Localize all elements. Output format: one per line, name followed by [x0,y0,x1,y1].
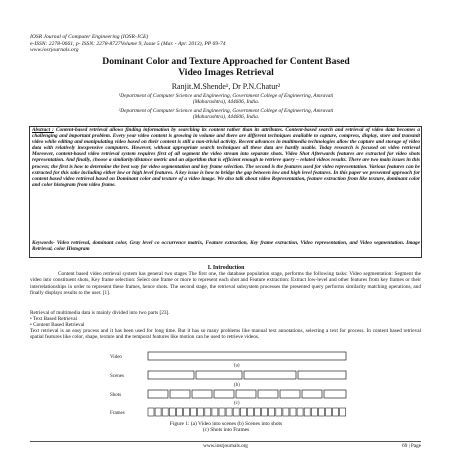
scene-box [298,371,346,379]
frame-box [226,408,232,416]
frame-box [333,408,339,416]
shot-box [302,390,322,398]
footer-site[interactable]: www.iosrjournals.org [203,443,248,449]
frame-box [318,408,324,416]
shot-box [170,390,190,398]
frame-box [240,408,246,416]
frame-box [247,408,253,416]
figure-label-video: Video [110,355,122,360]
frame-box [198,408,204,416]
frame-box [326,408,332,416]
journal-header [30,34,226,54]
section-heading-introduction: I. Introduction [207,265,245,271]
frame-box [340,408,346,416]
figure-mark-c: (c) [234,401,240,406]
scene-box [244,371,296,379]
shot-box [324,390,346,398]
frames-row [148,408,346,416]
frame-box [283,408,289,416]
video-bar [148,352,346,360]
affiliation-2-line-1: ²Department of Computer Science and Engineering, Government College of Engineering, Amravati [118,108,334,114]
frame-box [162,408,168,416]
bullet-content-based: • Content Based Retrieval [30,322,85,328]
figure-mark-a: (a) [234,363,240,369]
intro-paragraph-1 [30,271,421,296]
journal-site[interactable]: www.iosrjournals.org [30,47,79,54]
affiliation-1-line-2: (Maharashtra), 444606, India. [192,99,260,106]
journal-name: IOSR Journal of Computer Engineering (IOSR-JCE) [30,34,149,40]
journal-issn: e-ISSN: 2278-0661, p- ISSN: 2278-8727Volume 9, Issue 5 (Mar. - Apr. 2013), PP 69-74 [30,40,226,47]
frame-box [262,408,268,416]
shot-box [280,390,300,398]
frame-box [219,408,225,416]
figure-label-scenes: Scenes [110,374,124,379]
frame-box [205,408,211,416]
shot-box [192,390,212,398]
intro-paragraph-1-text: Content based video retrieval system has general two stages The first one, the database population stage, performs the following tasks: Video segmentation: Segment the video into constituent shots, Key frame selection: Select one frame or more to represent each shot and Feature extraction: Extract low-level and other features from key frames or their interrelationships in order to represent these frames, hence shots. The second stage, the retrieval subsystem processes the presented query performs similarity matching operations, and finally displays results to the user. [1]. [30,271,421,296]
affiliation-2 [0,108,452,121]
frame-box [169,408,175,416]
shot-box [258,390,278,398]
shot-box [214,390,234,398]
frame-box [255,408,261,416]
affiliation-2-line-2: (Maharashtra), 444606, India. [192,114,260,121]
shots-row [148,390,346,398]
authors: Ranjit.M.Shende¹, Dr P.N.Chatur² [171,82,281,91]
frame-box [212,408,218,416]
frame-box [233,408,239,416]
title-line-2: Video Images Retrieval [178,66,274,78]
scene-box [148,371,194,379]
abstract-text: Content-based retrieval allows finding information by searching its content rather than its attributes. Content-based search and retrieval of video data becomes a challenging and important problem. Every year video content is growing in volume and there are different techniques available to capture, compress, display, store and transmit video while editing and manipulating video based on their content is still a non-trivial activity. Recent advances in multimedia technologies allow the capture and storage of video data with relatively inexpensive computers. However, without appropriate search techniques all these data are hardly usable. Today research is focused on video retrieval Moreover, content-based video retrieval system requires first of all segment the video stream into separate shots. Video Shot Afterwards features are extracted for video shots representation. And finally, choose a similarity/distance metric and an algorithm that is efficient enough to retrieve query – related videos results. There are two main issues in this process; the first is how to determine the best way for video segmentation and key frame selection. The second is the features used for video representation. Various features can be extracted for this sake including either low or high level features. A key issue is how to bridge the gap between low and high level features. In this paper we presented approach for content based video retrieval based on Dominant color and texture of a video image. We also talk about video Representation, feature extraction from like texture, dominant color and color histogram from video frame. [32,127,420,188]
affiliation-1-line-1: ¹Department of Computer Science and Engineering, Government College of Engineering, Amravati [118,93,334,99]
frame-box [290,408,296,416]
keywords-text: Video retrieval, dominant color, Gray level co occurrence matrix, Feature extraction, Key frame extraction, Video representation, and Video segmentation. Image Retrieval, color Histogram [32,240,421,253]
frame-box [297,408,303,416]
footer-page-number: 69 | Page [402,443,421,449]
frame-box [269,408,275,416]
frame-box [311,408,317,416]
frame-box [184,408,190,416]
affiliation-1 [0,93,452,106]
figure-caption [0,421,452,434]
frame-box [155,408,161,416]
scene-box [196,371,242,379]
frame-box [176,408,182,416]
figure-label-shots: Shots [110,393,122,398]
page-footer [30,441,421,449]
shot-box [148,390,168,398]
shot-box [236,390,256,398]
intro-paragraph-3: Text retrieval is an easy process and it has been used for long time. But it has so many problems like manual text annotations, selecting a text for process. In content based retrieval spatial features like color, shape, texture and the temporal features like motion can be used to retrieve videos. [30,328,421,341]
keywords [32,240,420,252]
frame-box [148,408,154,416]
figure-caption-line-2: (c) Shots into Frames [202,427,250,434]
keywords-label: Keywords- [32,240,55,246]
figure-mark-b: (b) [234,383,240,388]
abstract-label: Abstract : [32,127,54,133]
frame-box [276,408,282,416]
title-line-1: Dominant Color and Texture Approached for Content Based [102,56,350,67]
paper-title [0,57,452,78]
frame-box [191,408,197,416]
bullet-text-based: • Text Based Retrieval [30,316,78,322]
figure-caption-line-1: Figure 1: (a) Video into scenes (b) Scenes into shots [169,421,283,427]
intro-paragraph-2: Retrieval of multimedia data is mainly divided into two parts [23]. [30,310,170,316]
figure-video-hierarchy [108,350,348,420]
figure-label-frames: Frames [110,411,125,416]
frame-box [304,408,310,416]
abstract [32,127,420,188]
